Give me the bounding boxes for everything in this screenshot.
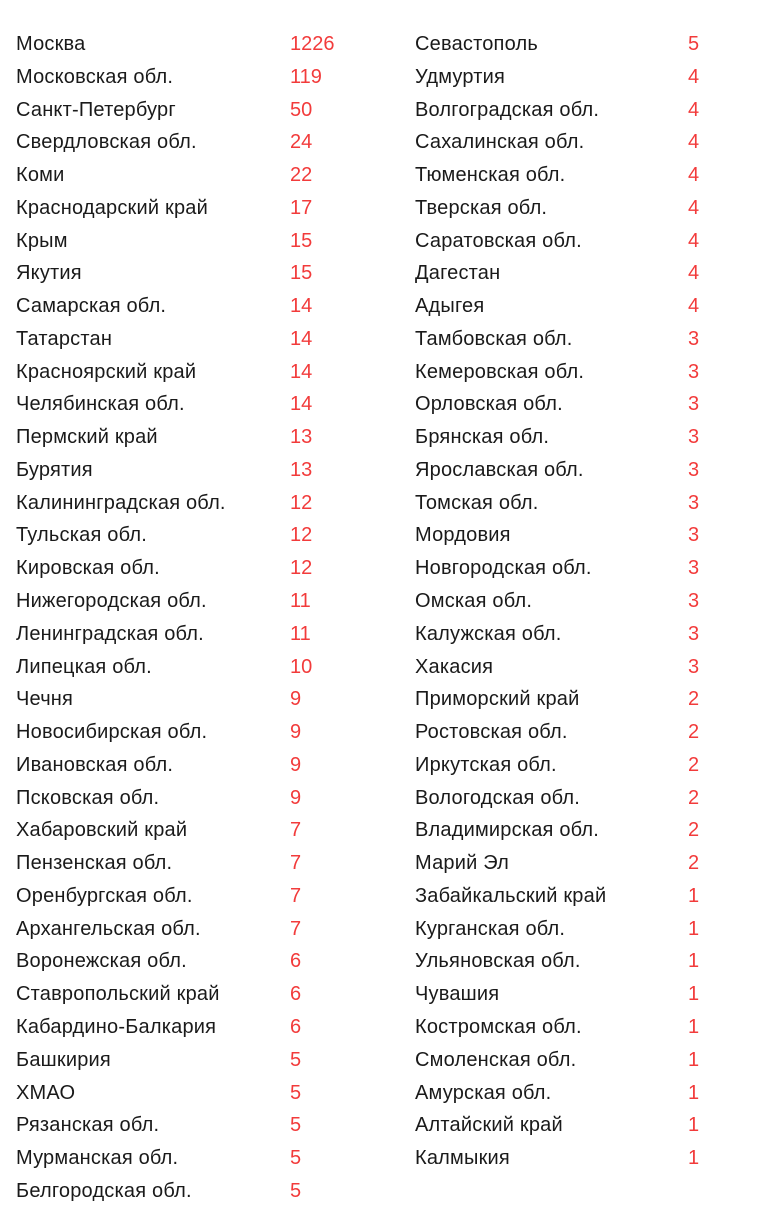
region-name: Новосибирская обл. [16,721,208,744]
region-count: 13 [290,458,313,481]
region-name: Нижегородская обл. [16,590,207,613]
list-item [16,749,356,782]
region-count: 5 [290,1147,302,1170]
region-count: 50 [290,98,313,121]
list-item [16,61,356,94]
region-count: 4 [688,262,700,285]
list-item [415,913,715,946]
region-name: Московская обл. [16,65,174,88]
region-count: 5 [688,33,700,55]
region-name: Волгоградская обл. [415,98,600,121]
region-name: Севастополь [415,33,538,55]
region-count: 12 [290,491,313,514]
region-name: Ростовская обл. [415,721,568,744]
list-item [415,880,715,913]
list-item [415,651,715,684]
region-count: 5 [290,1114,302,1137]
list-item [415,716,715,749]
region-count: 9 [290,753,302,776]
region-count: 4 [688,196,700,219]
list-item [16,1044,356,1077]
list-item [415,388,715,421]
list-item [16,388,356,421]
region-count: 3 [688,458,700,481]
region-count: 6 [290,1015,302,1038]
right-column [415,28,715,1175]
list-item [16,421,356,454]
region-count: 4 [688,229,700,252]
region-name: Костромская обл. [415,1015,582,1038]
region-count: 2 [688,819,700,842]
region-count: 12 [290,524,313,547]
list-item [415,1044,715,1077]
region-count: 9 [290,688,302,711]
region-name: Свердловская обл. [16,131,197,154]
list-item [415,487,715,520]
list-item [415,159,715,192]
list-item [16,454,356,487]
region-count: 7 [290,884,302,907]
region-count: 15 [290,262,313,285]
region-name: Крым [16,229,68,252]
region-count: 3 [688,622,700,645]
list-item [415,847,715,880]
list-item [415,945,715,978]
region-count: 119 [290,65,322,88]
region-name: Воронежская обл. [16,950,187,973]
region-name: Иркутская обл. [415,753,557,776]
region-name: Владимирская обл. [415,819,600,842]
region-name: Якутия [16,262,82,285]
region-count: 1 [688,1015,700,1038]
region-count: 2 [688,688,700,711]
list-item [415,814,715,847]
region-name: Чечня [16,688,74,711]
region-count: 4 [688,295,700,318]
region-count: 13 [290,426,313,449]
list-item [16,782,356,815]
region-count: 3 [688,360,700,383]
list-item [16,323,356,356]
region-name: Орловская обл. [415,393,563,416]
region-name: Архангельская обл. [16,917,201,940]
list-item [16,28,356,61]
list-item [16,1142,356,1175]
region-name: Калининградская обл. [16,491,226,514]
list-item [16,159,356,192]
region-name: Тюменская обл. [415,164,566,187]
region-count: 11 [290,622,311,645]
region-name: Ивановская обл. [16,753,174,776]
list-item [415,552,715,585]
region-name: Краснодарский край [16,196,208,219]
list-item [16,1077,356,1110]
region-count: 4 [688,98,700,121]
region-count: 6 [290,950,302,973]
list-item [16,290,356,323]
region-name: ХМАО [16,1081,76,1104]
region-count: 1226 [290,33,335,55]
list-item [415,356,715,389]
region-count: 7 [290,852,302,875]
region-count: 12 [290,557,313,580]
list-item [16,94,356,127]
list-item [16,1011,356,1044]
region-name: Забайкальский край [415,884,607,907]
region-name: Липецкая обл. [16,655,152,678]
list-item [16,192,356,225]
region-name: Тверская обл. [415,196,548,219]
region-count: 1 [688,983,700,1006]
region-count: 15 [290,229,313,252]
list-item [16,651,356,684]
region-name: Тамбовская обл. [415,327,573,350]
list-item [415,749,715,782]
region-name: Чувашия [415,983,500,1006]
region-count: 2 [688,753,700,776]
region-name: Пермский край [16,426,158,449]
list-item [415,978,715,1011]
region-name: Челябинская обл. [16,393,185,416]
region-count: 7 [290,917,302,940]
list-item [16,1109,356,1142]
region-count: 7 [290,819,302,842]
region-count: 2 [688,852,700,875]
region-count: 4 [688,65,700,88]
region-name: Брянская обл. [415,426,550,449]
list-item [16,880,356,913]
region-count: 1 [688,1147,700,1170]
region-count: 5 [290,1081,302,1104]
region-count: 6 [290,983,302,1006]
left-column [16,28,356,1208]
list-item [16,913,356,946]
region-count: 1 [688,1048,700,1071]
list-item [415,126,715,159]
region-count: 2 [688,721,700,744]
region-name: Кемеровская обл. [415,360,585,383]
region-count: 4 [688,164,700,187]
region-name: Самарская обл. [16,295,167,318]
region-name: Мурманская обл. [16,1147,179,1170]
region-name: Ярославская обл. [415,458,584,481]
region-count: 1 [688,1114,700,1137]
list-item [16,126,356,159]
region-name: Рязанская обл. [16,1114,160,1137]
list-item [16,487,356,520]
list-item [415,28,715,61]
region-count: 2 [688,786,700,809]
region-name: Пензенская обл. [16,852,173,875]
region-count: 3 [688,557,700,580]
region-name: Удмуртия [415,65,506,88]
region-name: Новгородская обл. [415,557,592,580]
list-item [415,782,715,815]
list-item [16,585,356,618]
region-name: Мордовия [415,524,511,547]
list-item [16,683,356,716]
list-item [415,323,715,356]
region-name: Хабаровский край [16,819,188,842]
region-name: Вологодская обл. [415,786,581,809]
list-item [415,421,715,454]
region-name: Омская обл. [415,590,533,613]
region-count: 14 [290,327,313,350]
list-item [16,257,356,290]
list-item [415,1109,715,1142]
region-name: Тульская обл. [16,524,147,547]
region-count: 3 [688,393,700,416]
region-name: Оренбургская обл. [16,884,193,907]
region-name: Адыгея [415,295,485,318]
region-name: Санкт-Петербург [16,98,176,121]
region-count: 3 [688,590,700,613]
region-name: Москва [16,33,86,55]
region-name: Кировская обл. [16,557,160,580]
region-name: Кабардино-Балкария [16,1015,217,1038]
region-name: Калмыкия [415,1147,510,1170]
region-name: Амурская обл. [415,1081,552,1104]
list-item [415,1142,715,1175]
list-item [415,454,715,487]
region-name: Татарстан [16,327,113,350]
region-count: 1 [688,1081,700,1104]
region-name: Ульяновская обл. [415,950,581,973]
list-item [415,61,715,94]
list-item [415,290,715,323]
region-name: Бурятия [16,458,93,481]
region-count: 3 [688,327,700,350]
region-count: 3 [688,524,700,547]
region-count: 1 [688,950,700,973]
region-name: Красноярский край [16,360,197,383]
list-item [16,519,356,552]
list-item [415,192,715,225]
region-count: 1 [688,884,700,907]
region-name: Ставропольский край [16,983,220,1006]
list-item [415,94,715,127]
region-name: Марий Эл [415,852,510,875]
region-count: 3 [688,426,700,449]
list-item [16,225,356,258]
region-count: 3 [688,655,700,678]
list-item [16,356,356,389]
list-item [415,225,715,258]
region-name: Белгородская обл. [16,1179,192,1202]
region-count: 14 [290,295,313,318]
list-item [16,1175,356,1208]
region-count: 24 [290,131,313,154]
list-item [16,814,356,847]
list-item [415,618,715,651]
list-item [415,257,715,290]
region-count: 5 [290,1179,302,1202]
region-name: Калужская обл. [415,622,562,645]
region-count: 5 [290,1048,302,1071]
list-item [16,945,356,978]
list-item [415,519,715,552]
region-name: Алтайский край [415,1114,563,1137]
list-item [16,552,356,585]
list-item [415,585,715,618]
region-name: Томская обл. [415,491,539,514]
region-count: 11 [290,590,311,613]
list-item [415,683,715,716]
region-name: Псковская обл. [16,786,160,809]
region-name: Приморский край [415,688,580,711]
region-name: Башкирия [16,1048,111,1071]
list-item [16,847,356,880]
region-name: Хакасия [415,655,494,678]
list-item [16,716,356,749]
region-name: Саратовская обл. [415,229,582,252]
region-count: 9 [290,721,302,744]
region-count: 9 [290,786,302,809]
list-item [16,978,356,1011]
region-name: Курганская обл. [415,917,566,940]
region-count: 4 [688,131,700,154]
region-count: 10 [290,655,313,678]
region-name: Коми [16,164,65,187]
region-name: Сахалинская обл. [415,131,585,154]
region-name: Ленинградская обл. [16,622,204,645]
region-count: 17 [290,196,313,219]
region-name: Дагестан [415,262,501,285]
list-item [415,1077,715,1110]
region-count: 14 [290,360,313,383]
region-name: Смоленская обл. [415,1048,577,1071]
region-count: 3 [688,491,700,514]
region-count: 14 [290,393,313,416]
region-count: 22 [290,164,313,187]
list-item [415,1011,715,1044]
region-count: 1 [688,917,700,940]
list-item [16,618,356,651]
